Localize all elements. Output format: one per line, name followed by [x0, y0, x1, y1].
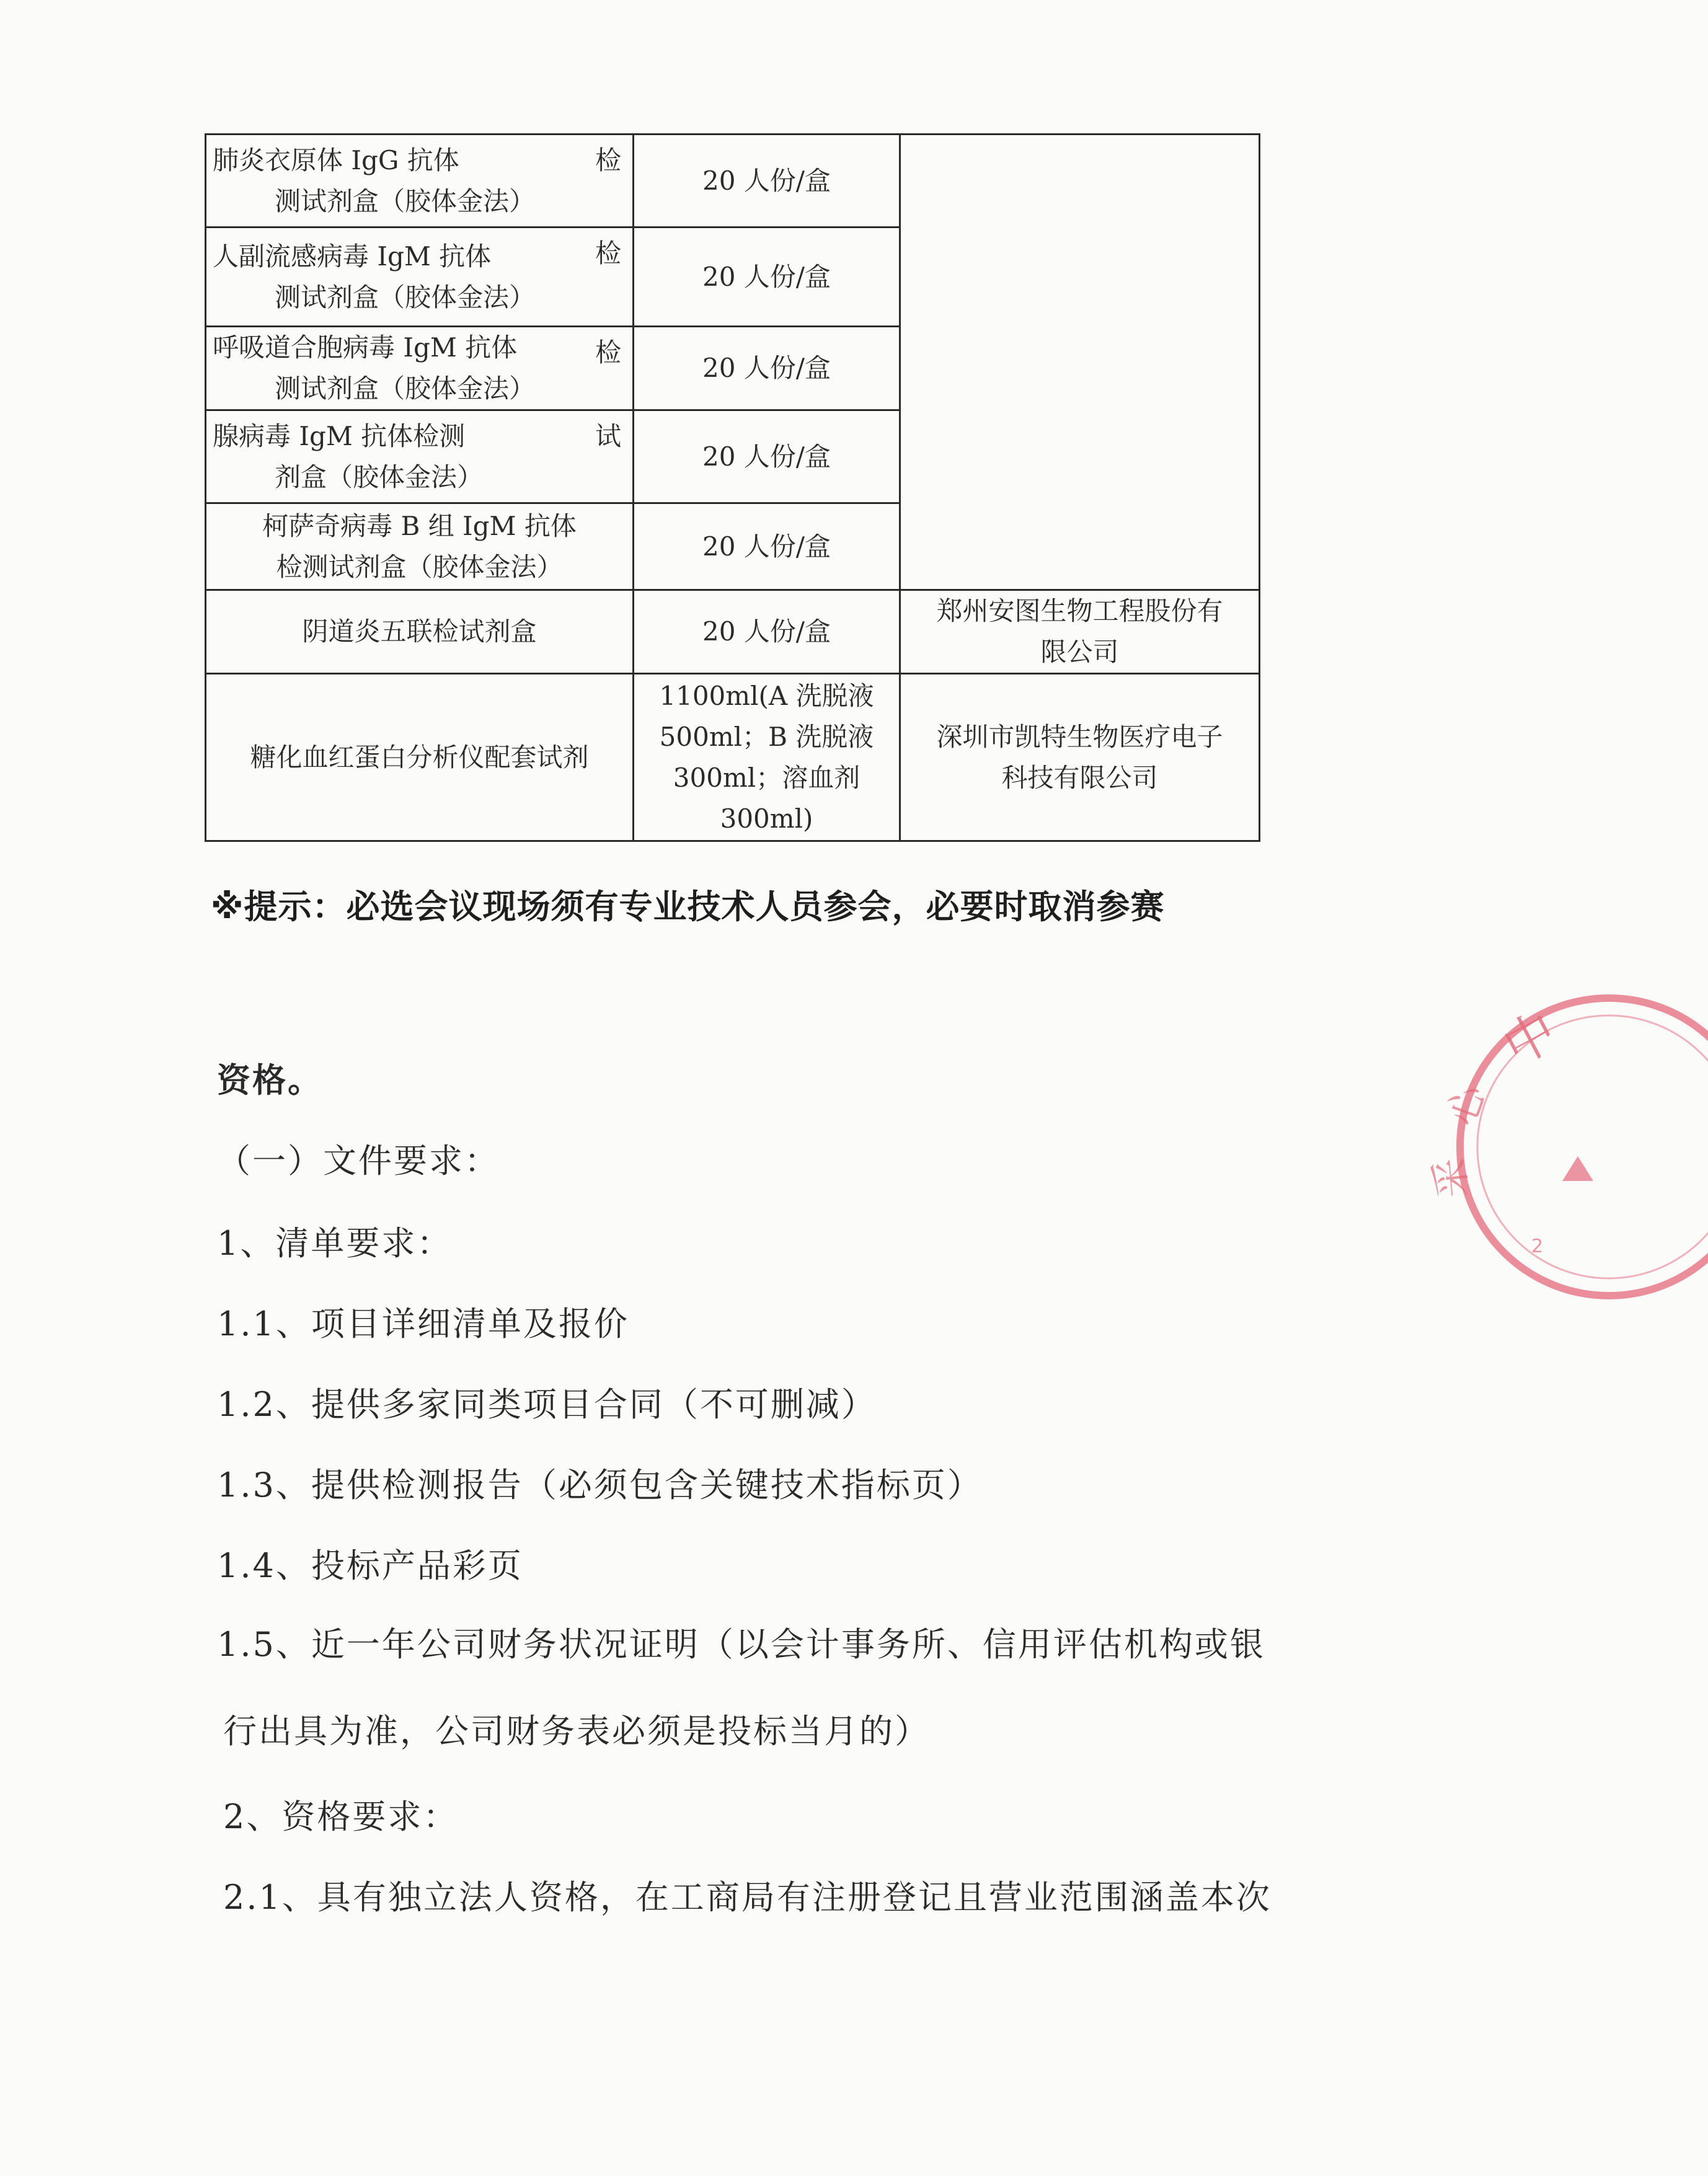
spec-line1: 1100ml(A 洗脱液 [659, 680, 874, 711]
product-name-line2: 剂盒（胶体金法） [275, 461, 484, 492]
spec-line4: 300ml) [720, 803, 813, 834]
product-table [205, 133, 1260, 842]
red-seal-stamp [1427, 986, 1708, 1308]
list-item: 1.1、项目详细清单及报价 [217, 1304, 629, 1343]
list-item: 1.4、投标产品彩页 [217, 1546, 523, 1585]
product-name-tail: 试 [595, 421, 621, 451]
product-name-line1: 肺炎衣原体 IgG 抗体 [213, 144, 459, 175]
product-name-line1: 柯萨奇病毒 B 组 IgM 抗体 [262, 510, 577, 541]
spec-cell: 20 人份/盒 [634, 135, 900, 228]
list-item: 1、清单要求： [217, 1224, 453, 1263]
maker-line2: 限公司 [1040, 637, 1119, 667]
table-row [206, 674, 1260, 841]
svg-text:2: 2 [1531, 1236, 1544, 1257]
product-name-cell: 糖化血红蛋白分析仪配套试剂 [206, 674, 634, 841]
list-item: 1.5、近一年公司财务状况证明（以会计事务所、信用评估机构或银 [217, 1625, 1265, 1664]
product-name-line2: 测试剂盒（胶体金法） [275, 373, 536, 404]
list-item: 1.2、提供多家同类项目合同（不可删减） [217, 1385, 877, 1424]
product-name-cell: 阴道炎五联检试剂盒 [206, 590, 634, 674]
list-item-continuation: 行出具为准，公司财务表必须是投标当月的） [223, 1712, 930, 1751]
maker-line1: 郑州安图生物工程股份有 [936, 596, 1223, 626]
product-name-line1: 人副流感病毒 IgM 抗体 [213, 241, 492, 272]
product-name-cell [206, 503, 634, 590]
product-name-line2: 测试剂盒（胶体金法） [275, 185, 536, 216]
product-name-cell [206, 228, 634, 327]
product-name-cell [206, 410, 634, 503]
table-row [206, 590, 1260, 674]
svg-text:心: 心 [1438, 1079, 1495, 1132]
product-name-line2: 检测试剂盒（胶体金法） [276, 551, 563, 582]
product-name-line2: 测试剂盒（胶体金法） [275, 281, 536, 312]
spec-cell [634, 674, 900, 841]
qualification-line: 资格。 [217, 1061, 323, 1100]
list-item: 2、资格要求： [223, 1797, 459, 1836]
section-heading: （一）文件要求： [217, 1141, 500, 1180]
maker-line2: 科技有限公司 [1001, 762, 1158, 793]
maker-cell-empty [900, 135, 1260, 590]
product-name-cell [206, 327, 634, 410]
spec-line3: 300ml；溶血剂 [673, 762, 861, 793]
svg-text:中: 中 [1493, 1001, 1567, 1077]
spec-line2: 500ml；B 洗脱液 [659, 721, 874, 752]
product-name-line1: 腺病毒 IgM 抗体检测 [213, 420, 466, 451]
spec-cell: 20 人份/盒 [634, 503, 900, 590]
list-item: 2.1、具有独立法人资格，在工商局有注册登记且营业范围涵盖本次 [223, 1878, 1272, 1917]
maker-cell [900, 674, 1260, 841]
maker-line1: 深圳市凯特生物医疗电子 [936, 721, 1223, 752]
product-name-cell [206, 135, 634, 228]
product-name-line1: 呼吸道合胞病毒 IgM 抗体 [213, 332, 518, 363]
hint-text: ※提示：必选会议现场须有专业技术人员参会，必要时取消参赛 [211, 887, 1165, 926]
product-name-tail: 检 [595, 337, 621, 368]
spec-cell: 20 人份/盒 [634, 590, 900, 674]
spec-cell: 20 人份/盒 [634, 410, 900, 503]
product-name-tail: 检 [595, 145, 621, 175]
spec-cell: 20 人份/盒 [634, 327, 900, 410]
maker-cell [900, 590, 1260, 674]
svg-text:采: 采 [1427, 1156, 1476, 1200]
table-row [206, 135, 1260, 228]
list-item: 1.3、提供检测报告（必须包含关键技术指标页） [217, 1466, 983, 1505]
spec-cell: 20 人份/盒 [634, 228, 900, 327]
product-name-tail: 检 [595, 238, 621, 268]
